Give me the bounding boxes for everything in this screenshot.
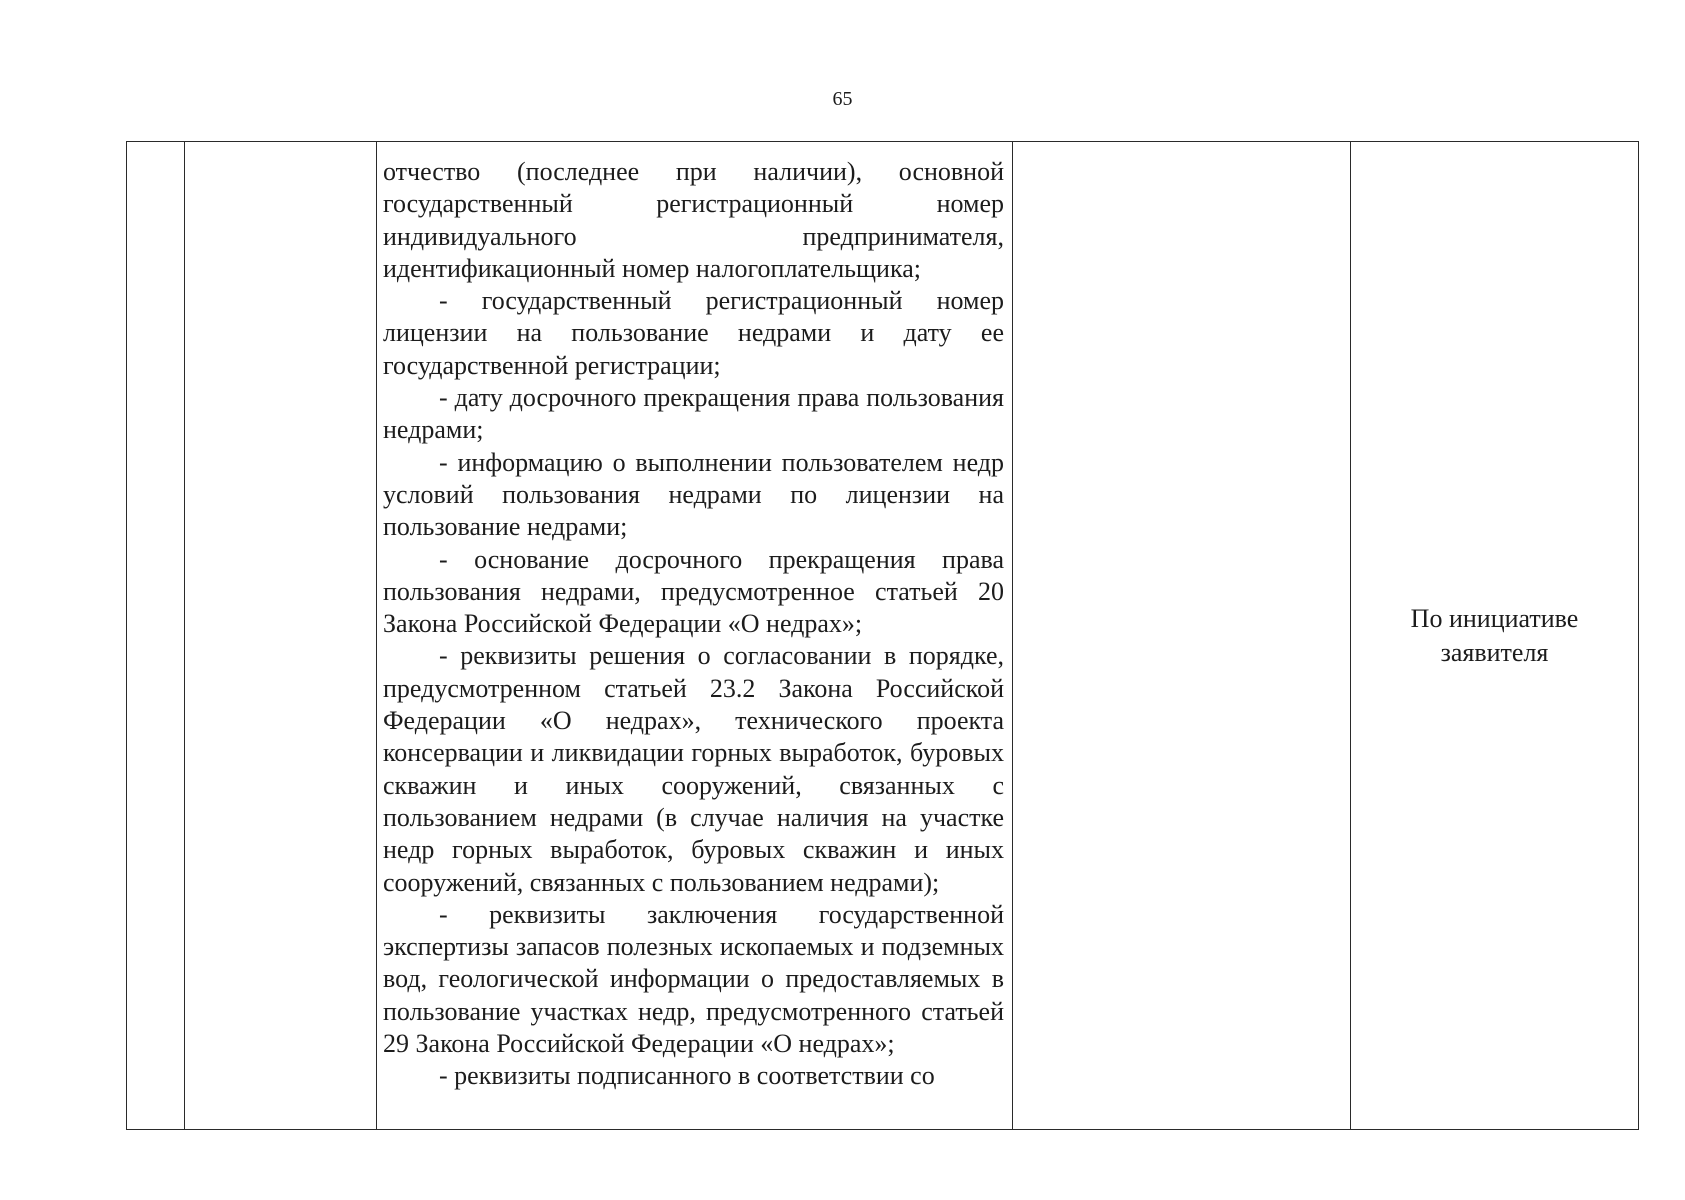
- paragraph-expertise-details: - реквизиты заключения государственной экспертизы запасов полезных ископаемых и подземных вод, геологической информации о предоставляемых в пользование участках недр, предусмотренного статьей 29 Закона Российской Федерации «О недрах»;: [383, 899, 1004, 1059]
- initiative-line-2: заявителя: [1440, 637, 1549, 667]
- paragraph-termination-date: - дату досрочного прекращения права пользования недрами;: [383, 383, 1004, 445]
- service-name-cell: [185, 142, 377, 1130]
- initiative-cell: [1351, 142, 1639, 1130]
- paragraph-compliance-info: - информацию о выполнении пользователем недр условий пользования недрами по лицензии на пользование недрами;: [383, 447, 1004, 542]
- table-row: [127, 142, 1639, 1130]
- paragraph-continuation: отчество (последнее при наличии), основной государственный регистрационный номер индивидуального предпринимателя, идентификационный номер налогоплательщика;: [383, 157, 1004, 283]
- empty-cell: [1013, 142, 1351, 1130]
- document-table: [126, 141, 1639, 1130]
- initiative-line-1: По инициативе: [1410, 603, 1579, 633]
- paragraph-signed-details: - реквизиты подписанного в соответствии со: [439, 1061, 935, 1091]
- requirements-cell: [377, 142, 1013, 1130]
- paragraph-termination-basis: - основание досрочного прекращения права пользования недрами, предусмотренное статьей 20 Закона Российской Федерации «О недрах»;: [383, 544, 1004, 639]
- page-number: 65: [832, 88, 853, 110]
- paragraph-approval-details: - реквизиты решения о согласовании в порядке, предусмотренном статьей 23.2 Закона Российской Федерации «О недрах», технического проекта консервации и ликвидации горных выработок, буровых скважин и иных сооружений, связанных с пользованием недрами (в случае наличия на участке недр горных выработок, буровых скважин и иных сооружений, связанных с пользованием недрами);: [383, 641, 1004, 897]
- paragraph-license-number: - государственный регистрационный номер лицензии на пользование недрами и дату ее государственной регистрации;: [383, 286, 1004, 380]
- number-cell: [127, 142, 185, 1130]
